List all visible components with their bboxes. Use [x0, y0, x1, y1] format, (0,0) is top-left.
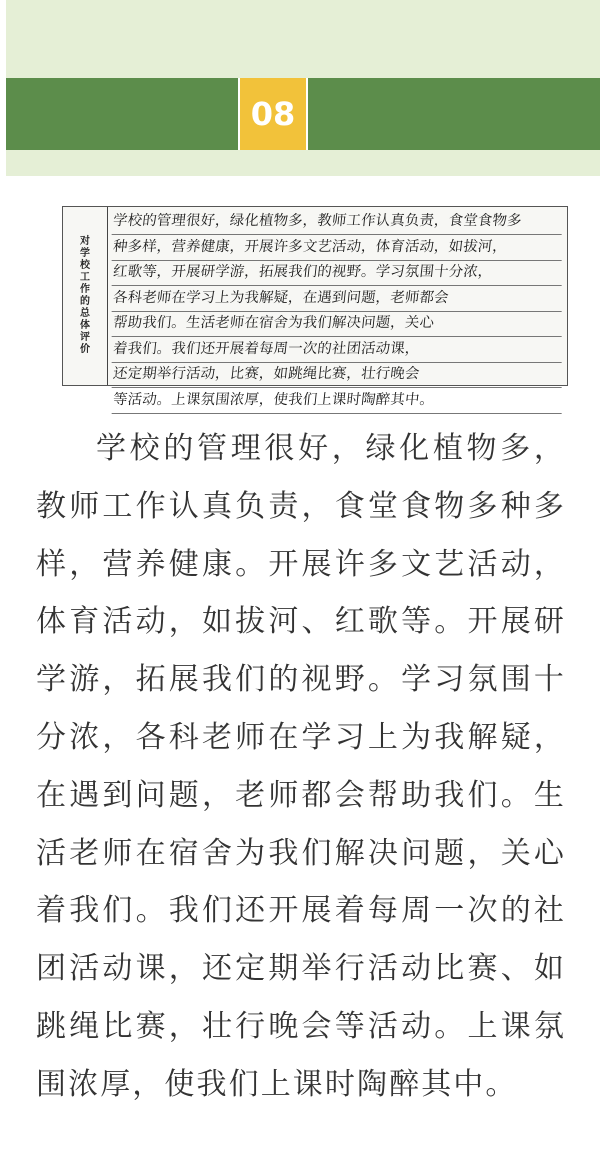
handwritten-line: 等活动。上课氛围浓厚，使我们上课时陶醉其中。 [112, 388, 565, 414]
side-label-char: 评 [80, 332, 90, 343]
side-label-char: 价 [80, 344, 90, 355]
side-label-char: 对 [80, 236, 90, 247]
handwritten-scan-image [62, 206, 568, 408]
side-label-char: 总 [80, 308, 90, 319]
handwritten-line: 红歌等，开展研学游，拓展我们的视野。学习氛围十分浓， [112, 260, 565, 286]
handwritten-line: 各科老师在学习上为我解疑，在遇到问题，老师都会 [112, 286, 565, 312]
side-label-char: 学 [80, 248, 90, 259]
side-label-char: 作 [80, 284, 90, 295]
handwritten-line: 种多样，营养健康，开展许多文艺活动，体育活动，如拔河， [112, 235, 565, 261]
handwritten-line: 帮助我们。生活老师在宿舍为我们解决问题，关心 [112, 311, 565, 337]
article-paragraph: 学校的管理很好，绿化植物多，教师工作认真负责，食堂食物多种多样，营养健康。开展许多文艺活动，体育活动，如拔河、红歌等。开展研学游，拓展我们的视野。学习氛围十分浓，各科老师在学习上为我解疑，在遇到问题，老师都会帮助我们。生活老师在宿舍为我们解决问题，关心着我们。我们还开展着每周一次的社团活动课，还定期举行活动比赛、如跳绳比赛，壮行晚会等活动。上课氛围浓厚，使我们上课时陶醉其中。 [36, 431, 566, 1102]
handwritten-line: 着我们。我们还开展着每周一次的社团活动课， [112, 337, 565, 363]
handwritten-line: 还定期举行活动，比赛，如跳绳比赛，壮行晚会 [112, 362, 565, 388]
scan-side-label [63, 207, 108, 385]
section-number: 08 [238, 78, 308, 150]
side-label-char: 的 [80, 296, 90, 307]
handwritten-line: 学校的管理很好，绿化植物多，教师工作认真负责，食堂食物多 [112, 209, 565, 235]
side-label-char: 校 [80, 260, 90, 271]
handwritten-text [113, 209, 563, 413]
side-label-char: 工 [80, 272, 90, 283]
side-label-char: 体 [80, 320, 90, 331]
